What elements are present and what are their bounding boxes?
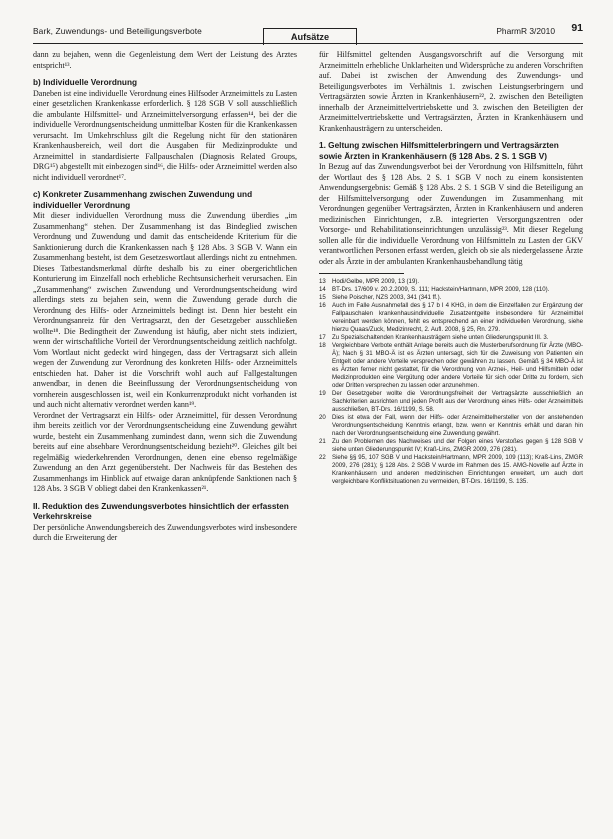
header-rule	[33, 43, 583, 44]
heading-individuelle-verordnung: b) Individuelle Verordnung	[33, 78, 138, 87]
footnote: 22 Siehe §§ 95, 107 SGB V und Hackstein/Hartmann, MPR 2009, 109 (113); Kraß-Lins, ZMGR 2009, 276 (281); § 128 Abs. 2 SGB V wurde im Rahmen des 15. AMG-Novelle auf Ärzte in Krankenhäusern und anderen medizinischen Einrichtungen erweitert, um auch dort vergleichbare Konfliktsituationen zu vermeiden, BT-Drs. 16/1199, S. 135.	[319, 454, 583, 485]
footnote: 13 Hodi/Gelbe, MPR 2009, 13 (19).	[319, 278, 420, 285]
page-header	[33, 22, 583, 44]
paragraph-r1: für Hilfsmittel geltenden Ausgangsvorschrift auf die Versorgung mit Arzneimitteln erhebliche Unklarheiten und Widersprüche zu anderen Vorschriften auf. Dabei ist zwischen der Anwendung des Zuwendungs- und Beteiligungsverbotes im Verhältnis 1. zwischen Leistungserbringern und Vertragsärzten sowie Ärzten in Krankenhäusern²², 2. zwischen den Beteiligten innerhalb der Arzneimittelvertriebskette und 3. zwischen den Beteiligten der Arzneimittelvertriebskette und Vertragsärzten, Ärzten in Krankenhäusern und Krankenhausträgern zu unterscheiden.	[319, 50, 583, 133]
footnotes	[319, 278, 583, 486]
footnote: 16 Auch im Falle Ausnahmefall des § 17 b I 4 KHG, in dem die Einzelfallen zur Ergänzung der Fallpauschalen krankenhausindividuelle Zusatzentgelte insbesondere für Arzneimittel vereinbart werden können, fehlt es entsprechend an einer individuellen Verordnung, siehe hierzu Quaas/Zuck, Medizinrecht, 2. Aufl. 2008, § 25, Rn. 279.	[319, 302, 583, 333]
footnote: 14 BT-Drs. 17/609 v. 20.2.2009, S. 111; Hackstein/Hartmann, MPR 2009, 128 (110).	[319, 286, 550, 293]
footnote: 19 Der Gesetzgeber wollte die Verordnungsfreiheit der Vertragsärzte ausschließlich an Sachkriterien ausrichten und jeden Profit aus der Verordnung eines Hilfs- oder Arzneimittels ausschließen, BT-Drs. 16/1199, S. 58.	[319, 390, 583, 413]
paragraph-ii1: Der persönliche Anwendungsbereich des Zuwendungsverbotes wird insbesondere durch die Erweiterung der	[33, 522, 297, 542]
heading-geltung-hilfsmittelerbringer: 1. Geltung zwischen Hilfsmittelerbringern und Vertragsärzten sowie Ärzten in Krankenhäusern (§ 128 Abs. 2 S. 1 SGB V)	[319, 141, 559, 161]
footnote: 15 Siehe Poischer, NZS 2003, 341 (341 ff.).	[319, 294, 442, 301]
section-tab: Aufsätze	[263, 28, 357, 45]
footnote: 18 Vergleichbare Verbote enthält Anlage bereits auch die Musterberufsordnung für Ärzte (MBO-Ä); Nach § 31 MBO-Ä ist es Ärzten untersagt, sich für die Zuweisung von Patienten ein Entgelt oder andere Vorteile versprechen oder gewähren zu lassen. Gemäß § 34 MBO-Ä ist es Ärzten ferner nicht gestattet, für die Verordnung von Arznei-, Heil- und Hilfsmitteln oder Medizinprodukten eine Vergütung oder andere Vorteile für sich oder Dritte zu fordern, sich oder Dritten versprechen zu lassen oder anzunehmen.	[319, 342, 583, 389]
footnote-rule	[319, 273, 404, 274]
paragraph-c2: Verordnet der Vertragsarzt ein Hilfs- oder Arzneimittel, für dessen Verordnung ihm bereits zeitlich vor der Verordnungsentscheidung eine Zuwendung gewährt wurde, besteht ein Zusammenhang zumindest dann, wenn sich die Zuwendung bereits auf eine absehbare Verordnungsentscheidung bezieht²⁰. Gleiches gilt bei regelmäßig wiederkehrenden Verordnungen, denen eine ebenso regelmäßige Zuwendung an den Arzt gegenübersteht. Der Nachweis für das Bestehen des Zusammenhangs im Hinblick auf etwaige daran anknüpfende Sanktionen nach § 128 Abs. 3 SGB V obliegt dabei den Krankenkassen²¹.	[33, 410, 297, 493]
journal-issue: PharmR 3/2010	[496, 26, 555, 36]
footnote: 20 Dies ist etwa der Fall, wenn der Hilfs- oder Arzneimittelhersteller von der anstehenden Verordnungsentscheidung Kenntnis erlangt, bzw. wenn er Kenntnis erhält und daran hin nach der Verordnungsentscheidung eine Zuwendung gewährt.	[319, 414, 583, 437]
footnote: 17 Zu Spezialschaltenden Krankenhausträgern siehe unten Gliederungspunkt III. 3.	[319, 334, 549, 341]
paragraph-c1: Mit dieser individuellen Verordnung muss die Zuwendung überdies „im Zusammenhang“ stehen. Der Zusammenhang ist das Bindeglied zwischen Verordnung und Zuwendung und damit das entscheidende Kriterium für die Sanktionierung durch die Krankenkassen nach § 128 Abs. 3 SGB V. Wann ein Zusammenhang besteht, ist dem Gesetzeswortlaut allerdings nicht zu entnehmen. Dieses Tatbestandsmerkmal dürfte deshalb bis zu einer obergerichtlichen Konturierung im Einzelfall noch erhebliche Rechtsunsicherheit verursachen. Ein „Zusammenhang“ zwischen Zuwendung und Verordnungsentscheidung wird allerdings stets zu bejahen sein, wenn die Zuwendung gerade durch die Verordnung des Hilfs- oder Arzneimittels bedingt ist. Denn hier besteht ein Verordnungsanreiz für den Vertragsarzt, den der Gesetzgeber ausschließen wollte¹⁸. Die Bedingtheit der Zuwendung ist häufig, aber nicht stets indiziert, wenn der wirtschaftliche Vorteil der Verordnungsentscheidung zeitlich nachfolgt. Vom Wortlaut nicht gedeckt wird hingegen, dass der Vertragsarzt sich allein wegen der Zuwendung zur Verordnung des konkreten Hilfs- oder Arzneimittels entschieden hat. Daher ist die Vorschrift wohl auch auf Fallgestaltungen anwendbar, in denen die Beeinflussung der Verordnungsentscheidung von vornherein ausgeschlossen ist, weil ein Konkurrenzprodukt nicht vorhanden ist und auch nicht alternativ verordnet werden kann¹⁹.	[33, 211, 297, 409]
heading-reduktion: II. Reduktion des Zuwendungsverbotes hinsichtlich der erfassten Verkehrskreise	[33, 501, 289, 521]
footnote: 21 Zu den Problemen des Nachweises und der Folgen eines Verstoßes gegen § 128 SGB V siehe unten Gliederungspunkt IV; Kraß-Lins, ZMGR 2009, 276 (281).	[319, 438, 583, 453]
paragraph-r2: In Bezug auf das Zuwendungsverbot bei der Verordnung von Hilfsmitteln, führt der Wortlaut des § 128 Abs. 2 S. 1 SGB V noch zu einem konsistenten Anwendungsergebnis: Gemäß § 128 Abs. 2 S. 1 SGB V sind die Beteiligung an der Hilfsmittelversorgung oder Zuwendungen im Zusammenhang mit Verordnungen gegenüber Vertragsärzten, Ärzten in Krankenhäusern und anderen medizinischen Einrichtungen, z.B. integrierten Versorgungszentren oder Vorsorge- und Rehabilitationseinrichtungen unzulässig²³. Mit dieser Regelung sollen alle für die individuelle Verordnung von Hilfsmitteln zu Lasten der GKV verantwortlichen Personen erfasst werden, gleich ob sie als niedergelassene Ärzte oder als Ärzte in der ambulanten Krankenhausbehandlung tätig	[319, 162, 583, 266]
running-title: Bark, Zuwendungs- und Beteiligungsverbote	[33, 26, 202, 36]
page-number: 91	[571, 22, 583, 34]
paragraph-b1: Daneben ist eine individuelle Verordnung eines Hilfsoder Arzneimittels zu Lasten einer gesetzlichen Krankenkasse erforderlich. § 128 SGB V soll ausschließlich die ambulante Hilfsmittel- und Arzneimittelversorgung erfassen¹⁴, bei der die individuelle Verordnungsentscheidung unmittelbar Kosten für die Krankenkassen verursacht. Im Umkehrschluss gilt die Regelung nicht für den stationären Krankenhausbereich, weil dort die Ausgaben für Medizinprodukte und Arzneimittel in standardisierte Fallpauschalen (Diagnosis Related Groups, DRG¹⁵) abgestellt mit einbezogen sind¹⁶, die Hilfs- oder Arzneimittel werden also nicht individuell verordnet¹⁷.	[33, 88, 297, 182]
intro-paragraph: dann zu bejahen, wenn die Gegenleistung dem Wert der Leistung des Arztes entspricht¹³.	[33, 50, 297, 70]
heading-konkreter-zusammenhang: c) Konkreter Zusammenhang zwischen Zuwendung und individueller Verordnung	[33, 190, 253, 210]
right-column	[319, 50, 583, 836]
left-column	[33, 50, 297, 836]
